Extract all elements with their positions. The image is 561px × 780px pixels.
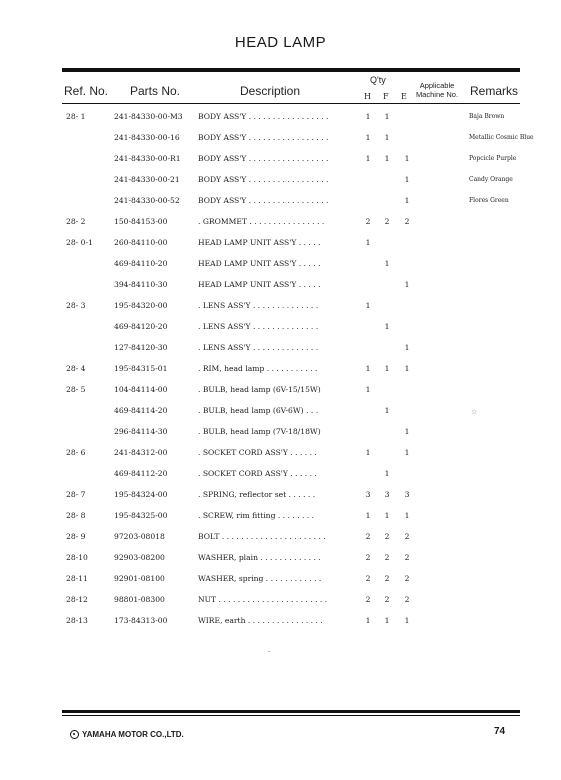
table-row <box>0 595 561 609</box>
cell-part-no: 98801-08300 <box>114 595 165 604</box>
cell-qty-f: 2 <box>384 574 390 583</box>
table-row <box>0 364 561 378</box>
cell-part-no: 296-84114-30 <box>114 427 168 436</box>
cell-qty-e: 2 <box>404 553 410 562</box>
cell-part-no: 469-84120-20 <box>114 322 168 331</box>
cell-description: . LENS ASS'Y . . . . . . . . . . . . . . <box>198 322 319 331</box>
col-parts-no: Parts No. <box>130 84 181 98</box>
cell-part-no: 150-84153-00 <box>114 217 168 226</box>
cell-description: WASHER, spring . . . . . . . . . . . . <box>198 574 322 583</box>
cell-qty-h: 1 <box>365 301 371 310</box>
cell-qty-f: 1 <box>384 154 390 163</box>
cell-ref-no: 28- 4 <box>66 364 86 373</box>
cell-description: . BULB, head lamp (6V-15/15W) <box>198 385 321 394</box>
cell-part-no: 195-84324-00 <box>114 490 168 499</box>
cell-remarks: Candy Orange <box>469 176 513 183</box>
col-qty-h: H <box>364 92 371 101</box>
cell-ref-no: 28- 9 <box>66 532 86 541</box>
cell-qty-h: 2 <box>365 553 371 562</box>
cell-ref-no: 28- 0-1 <box>66 238 93 247</box>
cell-description: . BULB, head lamp (7V-18/18W) <box>198 427 321 436</box>
table-row <box>0 238 561 252</box>
col-applicable-label: Applicable <box>419 81 455 90</box>
table-row <box>0 196 561 210</box>
stray-mark: ☆ <box>471 408 478 416</box>
table-row <box>0 175 561 189</box>
cell-part-no: 241-84330-00-R1 <box>114 154 181 163</box>
cell-qty-f: 1 <box>384 616 390 625</box>
cell-description: HEAD LAMP UNIT ASS'Y . . . . . <box>198 238 321 247</box>
cell-description: . SOCKET CORD ASS'Y . . . . . . <box>198 469 317 478</box>
table-row <box>0 532 561 546</box>
cell-qty-h: 1 <box>365 364 371 373</box>
cell-qty-h: 1 <box>365 112 371 121</box>
yamaha-emblem-icon <box>70 730 79 739</box>
cell-qty-f: 1 <box>384 112 390 121</box>
cell-qty-e: 1 <box>404 427 410 436</box>
cell-ref-no: 28-10 <box>66 553 88 562</box>
cell-part-no: 394-84110-30 <box>114 280 168 289</box>
table-row <box>0 343 561 357</box>
cell-part-no: 241-84330-00-16 <box>114 133 180 142</box>
cell-qty-h: 1 <box>365 616 371 625</box>
header-bottom-rule <box>62 103 520 104</box>
cell-remarks: Popcicle Purple <box>469 155 517 162</box>
cell-description: WASHER, plain . . . . . . . . . . . . . <box>198 553 321 562</box>
cell-part-no: 104-84114-00 <box>114 385 168 394</box>
cell-qty-f: 2 <box>384 595 390 604</box>
cell-qty-e: 1 <box>404 343 410 352</box>
table-row <box>0 322 561 336</box>
table-row <box>0 574 561 588</box>
col-ref-no: Ref. No. <box>64 84 109 98</box>
cell-ref-no: 28- 3 <box>66 301 86 310</box>
cell-qty-e: 2 <box>404 574 410 583</box>
cell-description: HEAD LAMP UNIT ASS'Y . . . . . <box>198 280 321 289</box>
table-row <box>0 490 561 504</box>
table-row <box>0 469 561 483</box>
cell-part-no: 92901-08100 <box>114 574 165 583</box>
cell-qty-h: 1 <box>365 238 371 247</box>
cell-qty-e: 2 <box>404 595 410 604</box>
cell-part-no: 97203-08018 <box>114 532 165 541</box>
cell-qty-f: 2 <box>384 553 390 562</box>
cell-qty-h: 2 <box>365 532 371 541</box>
table-row <box>0 133 561 147</box>
cell-description: BODY ASS'Y . . . . . . . . . . . . . . . . . <box>198 196 329 205</box>
cell-qty-h: 2 <box>365 595 371 604</box>
cell-qty-e: 1 <box>404 616 410 625</box>
col-qty-e: E <box>401 92 407 101</box>
cell-remarks: Metallic Cosmic Blue <box>469 134 534 141</box>
cell-ref-no: 28- 2 <box>66 217 86 226</box>
cell-qty-e: 2 <box>404 217 410 226</box>
cell-qty-f: 2 <box>384 532 390 541</box>
table-row <box>0 553 561 567</box>
cell-qty-h: 1 <box>365 511 371 520</box>
cell-qty-h: 2 <box>365 574 371 583</box>
cell-description: NUT . . . . . . . . . . . . . . . . . . . . . . . <box>198 595 328 604</box>
table-row <box>0 217 561 231</box>
table-row <box>0 616 561 630</box>
cell-qty-f: 1 <box>384 259 390 268</box>
cell-description: BODY ASS'Y . . . . . . . . . . . . . . . . . <box>198 133 329 142</box>
cell-qty-f: 3 <box>384 490 390 499</box>
cell-description: WIRE, earth . . . . . . . . . . . . . . . . <box>198 616 323 625</box>
footer-rule-thick <box>62 710 520 713</box>
cell-part-no: 469-84112-20 <box>114 469 168 478</box>
cell-qty-e: 1 <box>404 280 410 289</box>
cell-qty-f: 1 <box>384 364 390 373</box>
cell-qty-h: 3 <box>365 490 371 499</box>
cell-description: . SOCKET CORD ASS'Y . . . . . . <box>198 448 317 457</box>
table-row <box>0 154 561 168</box>
cell-part-no: 241-84330-00-M3 <box>114 112 183 121</box>
cell-qty-e: 3 <box>404 490 410 499</box>
col-remarks: Remarks <box>470 84 519 98</box>
yamaha-logo <box>70 730 184 739</box>
cell-ref-no: 28- 7 <box>66 490 86 499</box>
cell-part-no: 241-84330-00-21 <box>114 175 180 184</box>
publisher-name: YAMAHA MOTOR CO.,LTD. <box>82 730 184 739</box>
cell-qty-f: 1 <box>384 133 390 142</box>
cell-part-no: 195-84315-01 <box>114 364 168 373</box>
cell-description: . GROMMET . . . . . . . . . . . . . . . . <box>198 217 325 226</box>
page-title: HEAD LAMP <box>234 34 327 51</box>
cell-part-no: 241-84330-00-52 <box>114 196 180 205</box>
cell-qty-e: 1 <box>404 448 410 457</box>
table-row <box>0 280 561 294</box>
cell-qty-h: 2 <box>365 217 371 226</box>
cell-description: BODY ASS'Y . . . . . . . . . . . . . . . . . <box>198 154 329 163</box>
cell-qty-e: 1 <box>404 196 410 205</box>
cell-qty-e: 2 <box>404 532 410 541</box>
cell-qty-f: 1 <box>384 469 390 478</box>
col-qty-f: F <box>383 92 389 101</box>
col-applicable-machine-no <box>412 81 462 99</box>
cell-description: . SPRING, reflector set . . . . . . <box>198 490 316 499</box>
cell-ref-no: 28-11 <box>66 574 88 583</box>
cell-part-no: 260-84110-00 <box>114 238 168 247</box>
cell-remarks: Baja Brown <box>469 113 505 120</box>
col-description: Description <box>240 84 301 98</box>
cell-qty-h: 1 <box>365 448 371 457</box>
cell-ref-no: 28-12 <box>66 595 88 604</box>
cell-part-no: 195-84320-00 <box>114 301 168 310</box>
footer-rule-thin <box>62 715 520 716</box>
table-row <box>0 448 561 462</box>
cell-description: . RIM, head lamp . . . . . . . . . . . <box>198 364 318 373</box>
cell-description: . LENS ASS'Y . . . . . . . . . . . . . . <box>198 343 319 352</box>
cell-description: BODY ASS'Y . . . . . . . . . . . . . . . . . <box>198 175 329 184</box>
cell-ref-no: 28- 8 <box>66 511 86 520</box>
table-row <box>0 301 561 315</box>
col-qty: Q'ty <box>370 75 386 85</box>
cell-qty-e: 1 <box>404 175 410 184</box>
cell-description: BODY ASS'Y . . . . . . . . . . . . . . . . . <box>198 112 329 121</box>
table-row <box>0 427 561 441</box>
cell-qty-f: 1 <box>384 322 390 331</box>
cell-qty-f: 1 <box>384 406 390 415</box>
col-machine-no-label: Machine No. <box>415 90 459 99</box>
table-row <box>0 259 561 273</box>
cell-qty-f: 2 <box>384 217 390 226</box>
cell-description: . BULB, head lamp (6V-6W) . . . <box>198 406 319 415</box>
cell-part-no: 173-84313-00 <box>114 616 168 625</box>
cell-qty-h: 1 <box>365 154 371 163</box>
cell-part-no: 92903-08200 <box>114 553 165 562</box>
cell-description: HEAD LAMP UNIT ASS'Y . . . . . <box>198 259 321 268</box>
cell-ref-no: 28- 6 <box>66 448 86 457</box>
cell-part-no: 469-84114-20 <box>114 406 168 415</box>
cell-qty-e: 1 <box>404 511 410 520</box>
cell-part-no: 241-84312-00 <box>114 448 168 457</box>
table-row <box>0 385 561 399</box>
cell-qty-h: 1 <box>365 133 371 142</box>
cell-qty-h: 1 <box>365 385 371 394</box>
cell-part-no: 469-84110-20 <box>114 259 168 268</box>
cell-ref-no: 28- 1 <box>66 112 86 121</box>
table-row <box>0 112 561 126</box>
cell-ref-no: 28-13 <box>66 616 88 625</box>
stray-dot: · <box>268 648 271 656</box>
cell-ref-no: 28- 5 <box>66 385 86 394</box>
header-top-rule <box>62 68 520 72</box>
cell-part-no: 127-84120-30 <box>114 343 168 352</box>
cell-qty-e: 1 <box>404 154 410 163</box>
cell-description: . LENS ASS'Y . . . . . . . . . . . . . . <box>198 301 319 310</box>
table-row <box>0 511 561 525</box>
cell-qty-e: 1 <box>404 364 410 373</box>
cell-description: BOLT . . . . . . . . . . . . . . . . . . . . . . <box>198 532 326 541</box>
cell-part-no: 195-84325-00 <box>114 511 168 520</box>
cell-description: . SCREW, rim fitting . . . . . . . . <box>198 511 315 520</box>
page-number: 74 <box>494 726 506 737</box>
cell-qty-f: 1 <box>384 511 390 520</box>
cell-remarks: Flores Green <box>469 197 509 204</box>
